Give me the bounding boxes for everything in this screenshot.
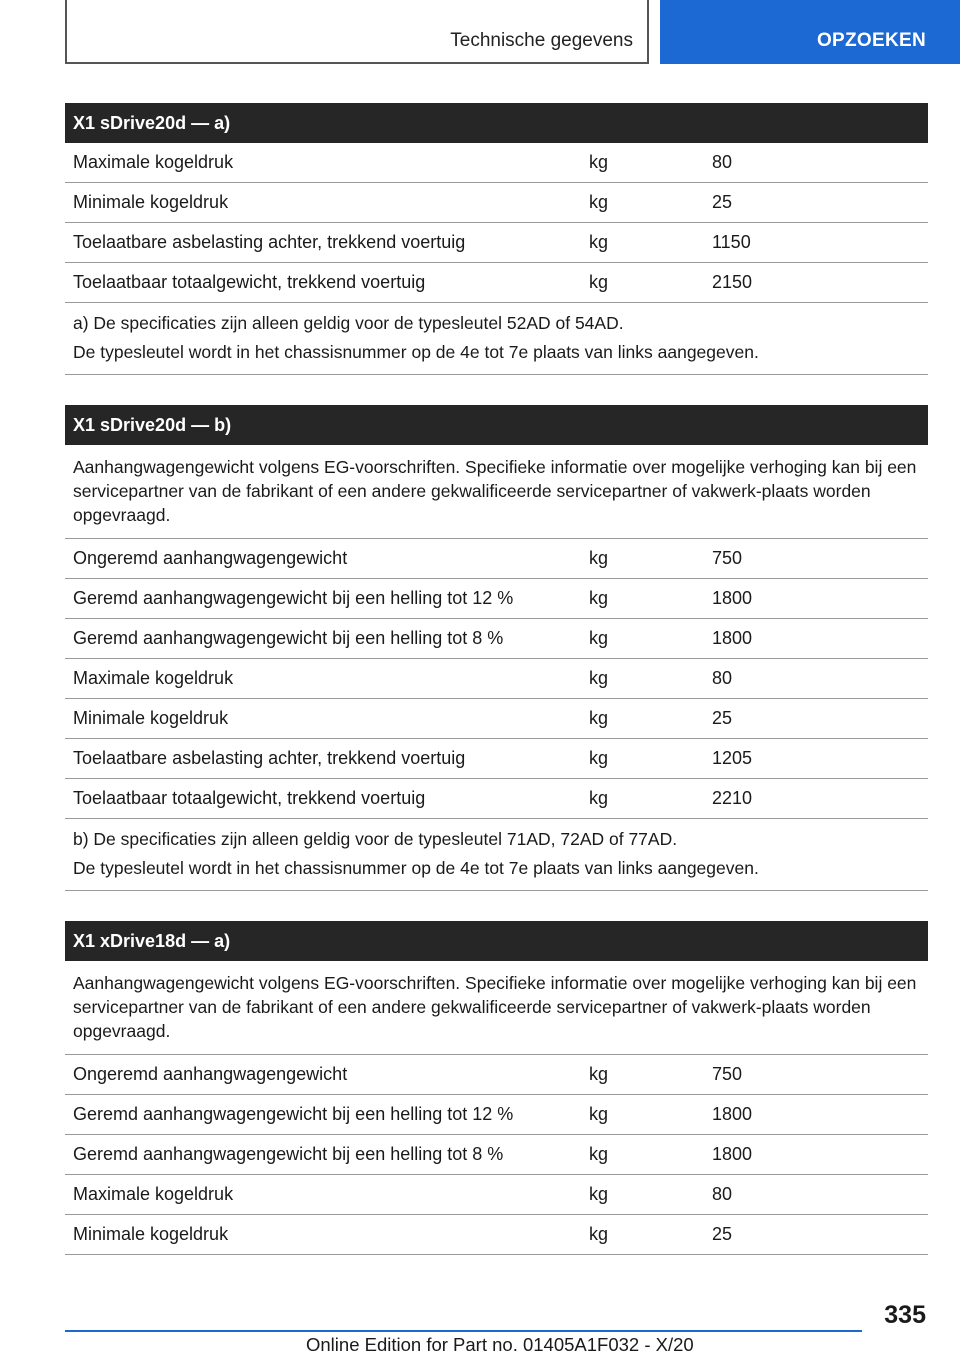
table-row — [65, 1095, 928, 1135]
row-unit: kg — [589, 152, 609, 172]
row-label: Toelaatbare asbelasting achter, trekkend voertuig — [73, 232, 466, 252]
spec-section — [65, 103, 928, 375]
row-label: Geremd aanhangwagengewicht bij een helling tot 12 % — [73, 588, 514, 608]
row-unit: kg — [589, 232, 609, 252]
table-row — [65, 183, 928, 223]
row-value: 1205 — [712, 748, 753, 768]
row-unit: kg — [589, 1104, 609, 1124]
row-unit: kg — [589, 548, 609, 568]
row-value: 1150 — [712, 232, 751, 252]
footnote-line: b) De specificaties zijn alleen geldig voor de typesleutel 71AD, 72AD of 77AD. — [73, 829, 678, 849]
row-unit: kg — [589, 1144, 609, 1164]
row-label: Maximale kogeldruk — [73, 1184, 234, 1204]
row-value: 1800 — [712, 628, 753, 648]
section-footnote — [65, 819, 928, 891]
row-unit: kg — [589, 588, 609, 608]
row-value: 1800 — [712, 1144, 753, 1164]
row-unit: kg — [589, 1224, 609, 1244]
row-label: Toelaatbaar totaalgewicht, trekkend voertuig — [73, 788, 426, 808]
section-heading: X1 xDrive18d — a) — [65, 921, 928, 961]
footer-divider — [65, 1330, 862, 1332]
row-value: 2210 — [712, 788, 753, 808]
footnote-line: De typesleutel wordt in het chassisnummer op de 4e tot 7e plaats van links aangegeven. — [73, 342, 759, 362]
row-label: Geremd aanhangwagengewicht bij een helling tot 12 % — [73, 1104, 514, 1124]
row-value: 25 — [712, 192, 733, 212]
header-section-box — [65, 0, 649, 64]
table-row — [65, 619, 928, 659]
table-row — [65, 1055, 928, 1095]
footnote-line: a) De specificaties zijn alleen geldig voor de typesleutel 52AD of 54AD. — [73, 313, 624, 333]
row-label: Maximale kogeldruk — [73, 668, 234, 688]
row-unit: kg — [589, 668, 609, 688]
section-heading: X1 sDrive20d — a) — [65, 103, 928, 143]
row-unit: kg — [589, 628, 609, 648]
row-label: Ongeremd aanhangwagengewicht — [73, 548, 348, 568]
row-unit: kg — [589, 788, 609, 808]
section-title: Technische gegevens — [450, 30, 633, 51]
row-value: 25 — [712, 1224, 733, 1244]
row-value: 1800 — [712, 588, 753, 608]
table-row — [65, 1215, 928, 1255]
row-value: 80 — [712, 668, 733, 688]
row-label: Toelaatbaar totaalgewicht, trekkend voertuig — [73, 272, 426, 292]
row-value: 1800 — [712, 1104, 753, 1124]
page-number: 335 — [884, 1301, 926, 1329]
row-label: Minimale kogeldruk — [73, 192, 229, 212]
row-label: Ongeremd aanhangwagengewicht — [73, 1064, 348, 1084]
table-row — [65, 579, 928, 619]
table-row — [65, 699, 928, 739]
row-value: 750 — [712, 548, 743, 568]
row-label: Maximale kogeldruk — [73, 152, 234, 172]
edition-text: Online Edition for Part no. 01405A1F032 - X/20 — [306, 1334, 694, 1355]
row-value: 80 — [712, 1184, 733, 1204]
row-unit: kg — [589, 708, 609, 728]
table-row — [65, 223, 928, 263]
row-unit: kg — [589, 1064, 609, 1084]
row-label: Minimale kogeldruk — [73, 1224, 229, 1244]
row-unit: kg — [589, 748, 609, 768]
table-row — [65, 1135, 928, 1175]
lookup-tab-label: OPZOEKEN — [816, 30, 926, 51]
row-label: Toelaatbare asbelasting achter, trekkend voertuig — [73, 748, 466, 768]
row-unit: kg — [589, 1184, 609, 1204]
section-heading: X1 sDrive20d — b) — [65, 405, 928, 445]
lookup-tab[interactable] — [660, 0, 960, 64]
table-row — [65, 539, 928, 579]
table-row — [65, 779, 928, 819]
row-value: 2150 — [712, 272, 753, 292]
table-row — [65, 659, 928, 699]
section-intro: Aanhangwagengewicht volgens EG-voorschriften. Specifieke informatie over mogelijke verhoging kan bij een servicepartner van de fabrikant of een andere gekwalificeerde servicepartner of vakwerk-plaats worden opgevraagd. — [65, 961, 928, 1055]
spec-section — [65, 405, 928, 891]
spec-tables — [65, 103, 928, 1285]
table-row — [65, 263, 928, 303]
table-row — [65, 143, 928, 183]
row-value: 25 — [712, 708, 733, 728]
row-unit: kg — [589, 192, 609, 212]
footnote-line: De typesleutel wordt in het chassisnummer op de 4e tot 7e plaats van links aangegeven. — [73, 858, 759, 878]
row-label: Geremd aanhangwagengewicht bij een helling tot 8 % — [73, 1144, 504, 1164]
table-row — [65, 739, 928, 779]
section-intro: Aanhangwagengewicht volgens EG-voorschriften. Specifieke informatie over mogelijke verhoging kan bij een servicepartner van de fabrikant of een andere gekwalificeerde servicepartner of vakwerk-plaats worden opgevraagd. — [65, 445, 928, 539]
row-value: 80 — [712, 152, 733, 172]
table-row — [65, 1175, 928, 1215]
section-footnote — [65, 303, 928, 375]
row-value: 750 — [712, 1064, 743, 1084]
spec-section — [65, 921, 928, 1255]
row-unit: kg — [589, 272, 609, 292]
row-label: Minimale kogeldruk — [73, 708, 229, 728]
row-label: Geremd aanhangwagengewicht bij een helling tot 8 % — [73, 628, 504, 648]
